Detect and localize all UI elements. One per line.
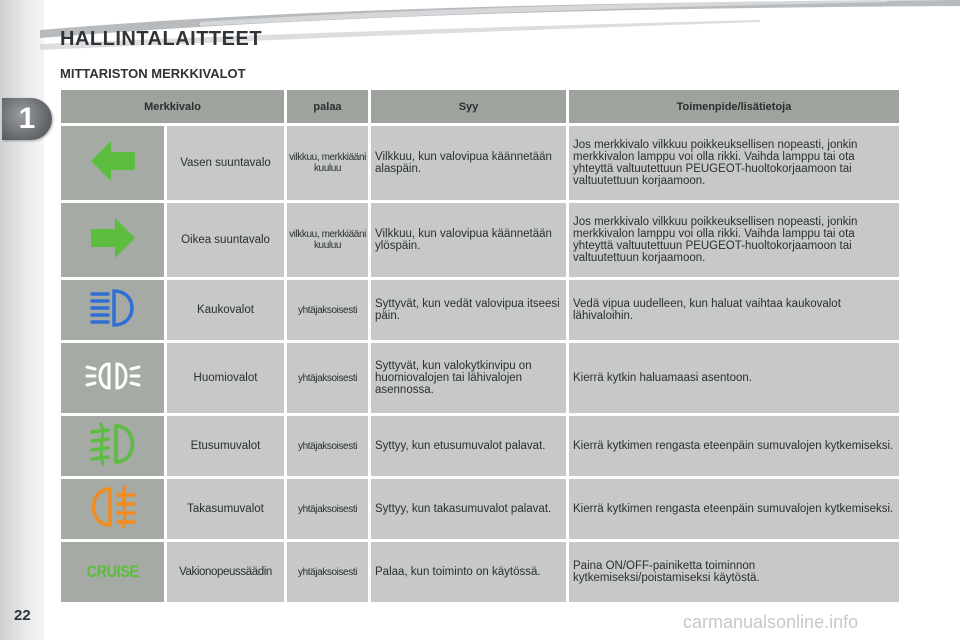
table-row bbox=[61, 542, 899, 602]
lamp-state: yhtäjaksoisesti bbox=[287, 416, 368, 476]
lamp-action: Kierrä kytkin haluamaasi asentoon. bbox=[569, 343, 899, 413]
lamp-action: Kierrä kytkimen rengasta eteenpäin sumuvalojen kytkemiseksi. bbox=[569, 479, 899, 539]
lamp-icon-cell bbox=[61, 416, 164, 476]
column-header-action: Toimenpide/lisätietoja bbox=[569, 90, 899, 123]
lamp-icon-cell bbox=[61, 479, 164, 539]
table-row bbox=[61, 280, 899, 340]
lamp-action: Jos merkkivalo vilkkuu poikkeuksellisen nopeasti, jonkin merkkivalon lamppu voi olla rikki. Vaihda lamppu tai ota yhteyttä valtuutettuun PEUGEOT-huoltokorjaamoon tai valtuutettuun korjaamoon. bbox=[569, 203, 899, 277]
lamp-action: Paina ON/OFF-painiketta toiminnon kytkemiseksi/poistamiseksi käytöstä. bbox=[569, 542, 899, 602]
lamp-state: vilkkuu, merkkiääni kuuluu bbox=[287, 126, 368, 200]
page-number: 22 bbox=[14, 607, 31, 624]
lamp-icon-cell bbox=[61, 126, 164, 200]
lamp-name: Etusumuvalot bbox=[167, 416, 284, 476]
lamp-name: Kaukovalot bbox=[167, 280, 284, 340]
table-row bbox=[61, 416, 899, 476]
lamp-cause: Syttyvät, kun valokytkinvipu on huomiovalojen tai lähivalojen asennossa. bbox=[371, 343, 566, 413]
table-row bbox=[61, 479, 899, 539]
lamp-action: Jos merkkivalo vilkkuu poikkeuksellisen nopeasti, jonkin merkkivalon lamppu voi olla rikki. Vaihda lamppu tai ota yhteyttä valtuutettuun PEUGEOT-huoltokorjaamoon tai valtuutettuun korjaamoon. bbox=[569, 126, 899, 200]
lamp-name: Huomiovalot bbox=[167, 343, 284, 413]
lamp-state: yhtäjaksoisesti bbox=[287, 280, 368, 340]
lamp-action: Kierrä kytkimen rengasta eteenpäin sumuvalojen kytkemiseksi. bbox=[569, 416, 899, 476]
section-title: MITTARISTON MERKKIVALOT bbox=[60, 66, 246, 81]
page-title: HALLINTALAITTEET bbox=[60, 28, 263, 50]
chapter-tab: 1 bbox=[2, 98, 52, 140]
column-header-cause: Syy bbox=[371, 90, 566, 123]
lamp-action: Vedä vipua uudelleen, kun haluat vaihtaa kaukovalot lähivaloihin. bbox=[569, 280, 899, 340]
lamp-name: Takasumuvalot bbox=[167, 479, 284, 539]
lamp-icon-cell bbox=[61, 343, 164, 413]
lamp-icon-cell bbox=[61, 203, 164, 277]
left-arrow-icon bbox=[89, 137, 137, 185]
lamp-state: yhtäjaksoisesti bbox=[287, 343, 368, 413]
table-header-row bbox=[61, 90, 899, 123]
table-row bbox=[61, 126, 899, 200]
lamp-icon-cell bbox=[61, 542, 164, 602]
lamp-state: vilkkuu, merkkiääni kuuluu bbox=[287, 203, 368, 277]
warning-lamps-table bbox=[58, 87, 902, 605]
table-row bbox=[61, 203, 899, 277]
rear-fog-icon bbox=[88, 485, 138, 529]
high-beam-icon bbox=[88, 288, 138, 328]
lamp-icon-cell bbox=[61, 280, 164, 340]
watermark: carmanualsonline.info bbox=[683, 612, 859, 632]
lamp-state: yhtäjaksoisesti bbox=[287, 542, 368, 602]
lamp-cause: Vilkkuu, kun valovipua käännetään ylöspäin. bbox=[371, 203, 566, 277]
front-fog-icon bbox=[88, 422, 138, 466]
lamp-cause: Vilkkuu, kun valovipua käännetään alaspäin. bbox=[371, 126, 566, 200]
lamp-cause: Syttyvät, kun vedät valovipua itseesi päin. bbox=[371, 280, 566, 340]
lamp-cause: Syttyy, kun takasumuvalot palavat. bbox=[371, 479, 566, 539]
column-header-state: palaa bbox=[287, 90, 368, 123]
lamp-cause: Syttyy, kun etusumuvalot palavat. bbox=[371, 416, 566, 476]
table-row bbox=[61, 343, 899, 413]
right-arrow-icon bbox=[89, 214, 137, 262]
lamp-cause: Palaa, kun toiminto on käytössä. bbox=[371, 542, 566, 602]
lamp-name: Vakionopeussäädin bbox=[167, 542, 284, 602]
lamp-state: yhtäjaksoisesti bbox=[287, 479, 368, 539]
lamp-name: Oikea suuntavalo bbox=[167, 203, 284, 277]
side-lights-icon bbox=[85, 360, 141, 392]
column-header-lamp: Merkkivalo bbox=[61, 90, 284, 123]
page-sidebar bbox=[0, 0, 44, 640]
lamp-name: Vasen suuntavalo bbox=[167, 126, 284, 200]
cruise-icon: CRUISE bbox=[86, 562, 139, 581]
